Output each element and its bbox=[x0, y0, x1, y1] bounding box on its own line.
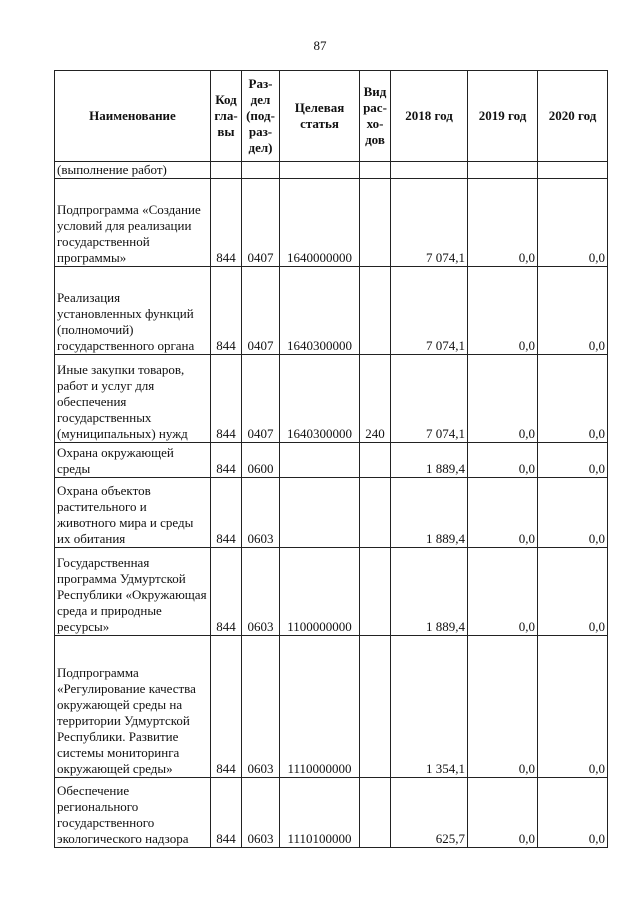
row-2018: 7 074,1 bbox=[391, 267, 468, 355]
row-expense bbox=[360, 162, 391, 179]
row-expense bbox=[360, 179, 391, 267]
row-chapter: 844 bbox=[211, 355, 242, 443]
table-row bbox=[55, 179, 608, 267]
row-expense bbox=[360, 443, 391, 478]
row-section: 0603 bbox=[242, 478, 280, 548]
row-2020: 0,0 bbox=[538, 548, 608, 636]
row-2020: 0,0 bbox=[538, 478, 608, 548]
row-target: 1640300000 bbox=[280, 267, 360, 355]
row-chapter: 844 bbox=[211, 548, 242, 636]
row-section: 0603 bbox=[242, 778, 280, 848]
row-name: Охрана объектов растительного и животного мира и среды их обитания bbox=[55, 478, 211, 548]
row-2019: 0,0 bbox=[468, 548, 538, 636]
row-2020: 0,0 bbox=[538, 443, 608, 478]
row-name: Реализация установленных функций (полномочий) государственного органа bbox=[55, 267, 211, 355]
row-target: 1110000000 bbox=[280, 636, 360, 778]
header-expense: Вид рас- хо- дов bbox=[360, 71, 391, 162]
row-chapter: 844 bbox=[211, 267, 242, 355]
row-expense bbox=[360, 778, 391, 848]
row-target: 1100000000 bbox=[280, 548, 360, 636]
page-number: 87 bbox=[313, 38, 327, 53]
table-row bbox=[55, 162, 608, 179]
table-row bbox=[55, 778, 608, 848]
row-2018: 625,7 bbox=[391, 778, 468, 848]
table-row bbox=[55, 355, 608, 443]
row-2020: 0,0 bbox=[538, 267, 608, 355]
row-name: Подпрограмма «Регулирование качества окружающей среды на территории Удмуртской Республики. Развитие системы мониторинга окружающей среды» bbox=[55, 636, 211, 778]
row-2019: 0,0 bbox=[468, 478, 538, 548]
row-expense: 240 bbox=[360, 355, 391, 443]
row-section: 0407 bbox=[242, 267, 280, 355]
row-2019: 0,0 bbox=[468, 267, 538, 355]
row-2019 bbox=[468, 162, 538, 179]
row-target bbox=[280, 443, 360, 478]
row-chapter bbox=[211, 162, 242, 179]
row-name: Обеспечение регионального государственного экологического надзора bbox=[55, 778, 211, 848]
header-2019: 2019 год bbox=[468, 71, 538, 162]
row-2018: 7 074,1 bbox=[391, 179, 468, 267]
row-name: Подпрограмма «Создание условий для реализации государственной программы» bbox=[55, 179, 211, 267]
table-row bbox=[55, 636, 608, 778]
table-header-row bbox=[55, 71, 608, 162]
row-2018: 1 354,1 bbox=[391, 636, 468, 778]
row-2019: 0,0 bbox=[468, 636, 538, 778]
row-2020: 0,0 bbox=[538, 778, 608, 848]
row-2018 bbox=[391, 162, 468, 179]
row-2019: 0,0 bbox=[468, 179, 538, 267]
row-2020 bbox=[538, 162, 608, 179]
row-2019: 0,0 bbox=[468, 355, 538, 443]
row-2018: 1 889,4 bbox=[391, 548, 468, 636]
row-target: 1640000000 bbox=[280, 179, 360, 267]
header-name: Наименование bbox=[55, 71, 211, 162]
table-row bbox=[55, 478, 608, 548]
row-expense bbox=[360, 478, 391, 548]
row-expense bbox=[360, 548, 391, 636]
row-2018: 7 074,1 bbox=[391, 355, 468, 443]
row-expense bbox=[360, 267, 391, 355]
row-2019: 0,0 bbox=[468, 443, 538, 478]
header-chapter: Код гла- вы bbox=[211, 71, 242, 162]
row-section: 0603 bbox=[242, 636, 280, 778]
row-name: Охрана окружающей среды bbox=[55, 443, 211, 478]
header-2018: 2018 год bbox=[391, 71, 468, 162]
row-2020: 0,0 bbox=[538, 179, 608, 267]
budget-table bbox=[54, 70, 608, 848]
table-row bbox=[55, 267, 608, 355]
row-2018: 1 889,4 bbox=[391, 478, 468, 548]
row-chapter: 844 bbox=[211, 443, 242, 478]
row-target: 1110100000 bbox=[280, 778, 360, 848]
row-target bbox=[280, 478, 360, 548]
header-section: Раз- дел (под- раз- дел) bbox=[242, 71, 280, 162]
row-name: Государственная программа Удмуртской Республики «Окружающая среда и природные ресурсы» bbox=[55, 548, 211, 636]
row-section: 0600 bbox=[242, 443, 280, 478]
row-section: 0407 bbox=[242, 355, 280, 443]
row-target bbox=[280, 162, 360, 179]
row-target: 1640300000 bbox=[280, 355, 360, 443]
table-row bbox=[55, 443, 608, 478]
row-2018: 1 889,4 bbox=[391, 443, 468, 478]
row-chapter: 844 bbox=[211, 636, 242, 778]
header-target: Целевая статья bbox=[280, 71, 360, 162]
row-name: (выполнение работ) bbox=[55, 162, 211, 179]
row-chapter: 844 bbox=[211, 179, 242, 267]
row-section: 0407 bbox=[242, 179, 280, 267]
header-2020: 2020 год bbox=[538, 71, 608, 162]
table-row bbox=[55, 548, 608, 636]
row-expense bbox=[360, 636, 391, 778]
row-section: 0603 bbox=[242, 548, 280, 636]
row-name: Иные закупки товаров, работ и услуг для обеспечения государственных (муниципальных) нужд bbox=[55, 355, 211, 443]
row-section bbox=[242, 162, 280, 179]
row-chapter: 844 bbox=[211, 478, 242, 548]
row-2020: 0,0 bbox=[538, 636, 608, 778]
row-chapter: 844 bbox=[211, 778, 242, 848]
row-2020: 0,0 bbox=[538, 355, 608, 443]
row-2019: 0,0 bbox=[468, 778, 538, 848]
